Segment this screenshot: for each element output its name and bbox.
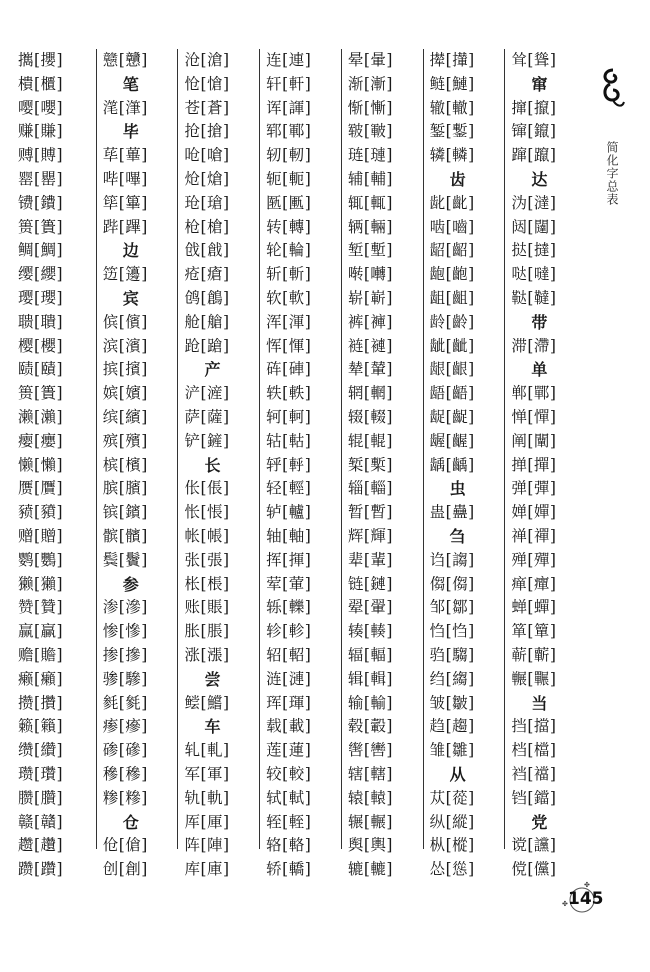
character-entry: 戗[戧] [184, 241, 230, 260]
character-entry: 轮[輪] [266, 241, 312, 260]
character-entry: 轩[軒] [266, 74, 312, 93]
column-6 [423, 49, 505, 879]
character-entry: 连[連] [266, 51, 312, 69]
character-entry: 龉[齬] [429, 384, 475, 403]
character-entry: 辖[轄] [347, 764, 393, 783]
character-entry: 篑[簣] [18, 217, 64, 236]
character-entry: 轲[軻] [266, 407, 312, 426]
character-entry: 赣[贛] [18, 812, 64, 831]
character-entry: 啭[囀] [347, 265, 393, 284]
character-entry: 铛[鐺] [511, 788, 557, 807]
character-entry: 掸[撣] [511, 455, 557, 474]
column-4 [259, 49, 341, 879]
character-entry: 跸[蹕] [102, 217, 148, 236]
character-entry: 厍[厙] [184, 812, 230, 831]
character-entry: 辑[輯] [347, 669, 393, 688]
character-entry: 嫔[嬪] [102, 384, 148, 403]
character-entry: 沧[滄] [184, 51, 230, 69]
character-entry: 涟[漣] [266, 669, 312, 688]
character-entry: 錾[鏨] [429, 122, 475, 141]
character-entry: 糁[糝] [102, 788, 148, 807]
character-entry: 赞[贊] [18, 598, 64, 617]
ornament-icon [598, 66, 628, 112]
character-entry: 惨[慘] [102, 622, 148, 641]
character-entry: 涨[漲] [184, 645, 230, 664]
radical-heading: 参 [122, 574, 140, 594]
character-entry: 挞[撻] [511, 241, 557, 260]
character-entry: 晕[暈] [347, 51, 393, 69]
character-entry: 膑[臏] [102, 479, 148, 498]
character-entry: 渗[滲] [102, 598, 148, 617]
radical-heading: 边 [122, 241, 140, 261]
character-entry: 辅[輔] [347, 169, 393, 188]
radical-heading: 笔 [122, 74, 140, 94]
character-entry: 毂[轂] [347, 717, 393, 736]
character-entry: 戆[戇] [102, 51, 148, 69]
character-entry: 髌[髕] [102, 526, 148, 545]
character-entry: 辈[輩] [347, 550, 393, 569]
radical-heading: 长 [204, 455, 221, 475]
character-entry: 赠[贈] [18, 526, 64, 545]
character-entry: 槟[檳] [102, 455, 148, 474]
character-entry: 辉[輝] [347, 526, 393, 545]
character-entry: 婵[嬋] [511, 503, 557, 522]
character-entry: 樱[櫻] [18, 336, 64, 355]
character-entry: 呛[嗆] [184, 146, 230, 165]
character-entry: 轿[轎] [266, 860, 312, 879]
character-entry: 璎[瓔] [18, 288, 64, 307]
character-entry: 辐[輻] [347, 645, 393, 664]
character-entry: 张[張] [184, 550, 230, 569]
svg-text:✤: ✤ [584, 881, 590, 889]
character-entry: 摈[擯] [102, 360, 148, 379]
character-entry: 抢[搶] [184, 122, 230, 141]
character-entry: 㤘[㤘] [429, 622, 475, 641]
character-entry: 鲢[鰱] [429, 74, 475, 93]
character-entry: 枞[樅] [429, 836, 475, 855]
character-entry: 怆[愴] [184, 74, 230, 93]
character-entry: 骖[驂] [102, 669, 148, 688]
character-entry: 诨[諢] [266, 98, 312, 117]
column-3 [177, 49, 259, 879]
character-entry: 濑[瀨] [18, 407, 64, 426]
character-table [14, 49, 586, 879]
radical-heading: 达 [531, 169, 548, 189]
character-entry: 哔[嗶] [102, 169, 148, 188]
character-entry: 邹[鄒] [429, 598, 475, 617]
character-entry: 鹦[鸚] [18, 550, 64, 569]
character-entry: 挥[揮] [266, 550, 312, 569]
radical-heading: 齿 [449, 169, 467, 189]
character-entry: 瘿[癭] [18, 431, 64, 450]
character-entry: 浐[滻] [184, 384, 230, 403]
character-entry: 疮[瘡] [184, 265, 230, 284]
character-entry: 胀[脹] [184, 622, 230, 641]
character-entry: 裢[褳] [347, 336, 393, 355]
character-entry: 闼[闥] [511, 217, 557, 236]
character-entry: 龃[齟] [429, 288, 475, 307]
character-entry: 轱[軲] [266, 431, 312, 450]
character-entry: 笾[籩] [102, 265, 148, 284]
character-entry: 蕲[蘄] [511, 645, 557, 664]
character-entry: 蛊[蠱] [429, 503, 475, 522]
radical-heading: 刍 [449, 526, 467, 546]
character-entry: 玱[瑲] [184, 193, 230, 212]
character-entry: 砗[硨] [266, 360, 312, 379]
character-entry: 癞[癩] [18, 669, 64, 688]
character-entry: 趱[趲] [18, 836, 64, 855]
character-entry: 辔[轡] [347, 741, 393, 760]
character-entry: 怅[悵] [184, 503, 230, 522]
character-entry: 裤[褲] [347, 312, 393, 331]
character-entry: 鲷[鯛] [18, 241, 64, 260]
character-entry: 赙[賻] [18, 146, 64, 165]
character-entry: 轻[輕] [266, 479, 312, 498]
character-entry: 辙[轍] [429, 98, 475, 117]
character-entry: 赝[贋] [18, 479, 64, 498]
character-entry: 龄[齡] [429, 312, 475, 331]
character-entry: 怂[慫] [429, 860, 475, 879]
character-entry: 赢[贏] [18, 622, 64, 641]
character-entry: 舆[輿] [347, 836, 393, 855]
radical-heading: 毕 [122, 122, 140, 142]
character-entry: 轶[軼] [266, 384, 312, 403]
character-entry: 龋[齲] [429, 455, 475, 474]
character-entry: 翚[翬] [347, 598, 393, 617]
character-entry: 龅[齙] [429, 265, 475, 284]
character-entry: 啮[嚙] [429, 217, 475, 236]
character-entry: 枪[槍] [184, 217, 230, 236]
character-entry: 链[鏈] [347, 574, 393, 593]
character-entry: 攒[攢] [18, 693, 64, 712]
character-entry: 鸧[鶬] [184, 288, 230, 307]
character-entry: 龆[齠] [429, 241, 475, 260]
character-entry: 莲[蓮] [266, 741, 312, 760]
character-entry: 惮[憚] [511, 407, 557, 426]
character-entry: 龈[齦] [429, 360, 475, 379]
character-entry: 龇[齜] [429, 336, 475, 355]
character-entry: 臜[臢] [18, 788, 64, 807]
character-entry: 獭[獺] [18, 574, 64, 593]
character-entry: 辇[輦] [347, 360, 393, 379]
character-entry: 轨[軌] [184, 788, 230, 807]
character-entry: 阵[陣] [184, 836, 230, 855]
character-entry: 荜[蓽] [102, 146, 148, 165]
character-entry: 伧[傖] [102, 836, 148, 855]
character-entry: 轫[軔] [266, 146, 312, 165]
character-entry: 库[庫] [184, 860, 230, 879]
character-entry: 冁[囅] [511, 669, 557, 688]
character-entry: 赚[賺] [18, 122, 64, 141]
character-entry: 恽[惲] [266, 336, 312, 355]
character-entry: 暂[暫] [347, 503, 393, 522]
column-1 [14, 49, 96, 879]
character-entry: 缵[纘] [18, 741, 64, 760]
radical-heading: 尝 [204, 669, 221, 689]
character-entry: 弹[彈] [511, 479, 557, 498]
character-entry: 斩[斬] [266, 265, 312, 284]
character-entry: 辋[輞] [347, 384, 393, 403]
character-entry: 滨[濱] [102, 336, 148, 355]
character-entry: 耸[聳] [511, 51, 557, 69]
character-entry: 篑[簣] [18, 384, 64, 403]
character-entry: 辘[轆] [347, 860, 393, 879]
character-entry: 毵[毿] [102, 693, 148, 712]
character-entry: 聩[聵] [18, 312, 64, 331]
character-entry: 罂[罌] [18, 169, 64, 188]
character-entry: 萨[薩] [184, 407, 230, 426]
character-entry: 诌[謅] [429, 550, 475, 569]
character-entry: 箪[簞] [511, 622, 557, 641]
character-entry: 缨[纓] [18, 265, 64, 284]
character-entry: 轾[輊] [266, 812, 312, 831]
character-entry: 轧[軋] [184, 741, 230, 760]
character-entry: 创[創] [102, 860, 148, 879]
character-entry: 辏[輳] [347, 622, 393, 641]
character-entry: 郓[鄆] [266, 122, 312, 141]
side-title: 简化字总表 [605, 141, 619, 206]
character-entry: 荤[葷] [266, 574, 312, 593]
radical-heading: 单 [531, 360, 548, 380]
character-entry: 纵[縱] [429, 812, 475, 831]
character-entry: 傥[儻] [511, 860, 557, 879]
character-entry: 辄[輒] [347, 193, 393, 212]
svg-text:✤: ✤ [562, 900, 568, 908]
character-entry: 辆[輛] [347, 217, 393, 236]
character-entry: 轹[轢] [266, 598, 312, 617]
character-entry: 裆[襠] [511, 764, 557, 783]
character-entry: 禅[禪] [511, 526, 557, 545]
character-entry: 军[軍] [184, 764, 230, 783]
character-entry: 软[軟] [266, 288, 312, 307]
character-entry: 辊[輥] [347, 431, 393, 450]
character-entry: 辎[輜] [347, 479, 393, 498]
character-entry: 浑[渾] [266, 312, 312, 331]
character-entry: 瘅[癉] [511, 574, 557, 593]
character-entry: 苍[蒼] [184, 98, 230, 117]
character-entry: 郸[鄲] [511, 384, 557, 403]
character-entry: 轳[轤] [266, 503, 312, 522]
character-entry: 掺[摻] [102, 645, 148, 664]
character-entry: 雏[雛] [429, 741, 475, 760]
character-entry: 滞[滯] [511, 336, 557, 355]
character-entry: 趋[趨] [429, 717, 475, 736]
radical-heading: 从 [449, 764, 467, 784]
character-entry: 挡[擋] [511, 717, 557, 736]
column-7 [504, 49, 586, 879]
character-entry: 苁[蓯] [429, 788, 475, 807]
character-entry: 轼[軾] [266, 788, 312, 807]
character-entry: 跄[蹌] [184, 336, 230, 355]
character-entry: 舱[艙] [184, 312, 230, 331]
character-entry: 懒[懶] [18, 455, 64, 474]
character-entry: 瘆[瘮] [102, 717, 148, 736]
character-entry: 龌[齷] [429, 431, 475, 450]
character-entry: 瓒[瓚] [18, 764, 64, 783]
radical-heading: 带 [531, 312, 548, 332]
character-entry: 躜[躦] [18, 860, 64, 879]
radical-heading: 仓 [122, 812, 140, 832]
character-entry: 赜[賾] [18, 360, 64, 379]
character-entry: 帐[帳] [184, 526, 230, 545]
character-entry: 档[檔] [511, 741, 557, 760]
character-entry: 轴[軸] [266, 526, 312, 545]
character-entry: 载[載] [266, 717, 312, 736]
character-entry: 傧[儐] [102, 312, 148, 331]
character-entry: 撵[攆] [429, 51, 475, 69]
character-entry: 绉[縐] [429, 669, 475, 688]
character-entry: 殚[殫] [511, 550, 557, 569]
radical-heading: 车 [204, 717, 221, 737]
character-entry: 崭[嶄] [347, 288, 393, 307]
character-entry: 辕[轅] [347, 788, 393, 807]
character-entry: 辂[輅] [266, 836, 312, 855]
radical-heading: 当 [531, 693, 548, 713]
character-entry: 鲿[鱨] [184, 693, 230, 712]
character-entry: 转[轉] [266, 217, 312, 236]
character-entry: 豮[豶] [18, 503, 64, 522]
radical-heading: 虫 [449, 479, 467, 499]
character-entry: 皱[皺] [429, 693, 475, 712]
character-entry: 轷[軤] [266, 455, 312, 474]
character-entry: 珲[琿] [266, 693, 312, 712]
character-entry: 匦[匭] [266, 193, 312, 212]
character-entry: 嘤[嚶] [18, 98, 64, 117]
character-entry: 谠[讜] [511, 836, 557, 855]
character-entry: 枨[棖] [184, 574, 230, 593]
character-entry: 穇[穇] [102, 764, 148, 783]
character-entry: 渐[漸] [347, 74, 393, 93]
character-entry: 账[賬] [184, 598, 230, 617]
character-entry: 皲[皸] [347, 122, 393, 141]
character-entry: 赡[贍] [18, 645, 64, 664]
character-entry: 缤[繽] [102, 407, 148, 426]
character-entry: 铲[鏟] [184, 431, 230, 450]
character-entry: 镔[鑌] [102, 503, 148, 522]
character-entry: 轸[軫] [266, 622, 312, 641]
character-entry: 阐[闡] [511, 431, 557, 450]
character-entry: 㑳[㑳] [429, 574, 475, 593]
radical-heading: 产 [204, 360, 221, 380]
character-entry: 镩[鑹] [511, 122, 557, 141]
character-entry: 碜[磣] [102, 741, 148, 760]
character-entry: 堑[塹] [347, 241, 393, 260]
radical-heading: 窜 [531, 74, 548, 94]
character-entry: 龀[齔] [429, 193, 475, 212]
character-entry: 辍[輟] [347, 407, 393, 426]
character-entry: 辗[輾] [347, 812, 393, 831]
column-5 [341, 49, 423, 879]
radical-heading: 党 [531, 812, 548, 832]
character-entry: 蹿[躥] [511, 146, 557, 165]
character-entry: 鬓[鬢] [102, 550, 148, 569]
character-entry: 轭[軛] [266, 169, 312, 188]
column-2 [96, 49, 178, 879]
character-entry: 龊[齪] [429, 407, 475, 426]
character-entry: 蝉[蟬] [511, 598, 557, 617]
character-entry: 辚[轔] [429, 146, 475, 165]
character-entry: 惭[慚] [347, 98, 393, 117]
character-entry: 炝[熗] [184, 169, 230, 188]
character-entry: 滗[潷] [102, 98, 148, 117]
character-entry: 镄[鐨] [18, 193, 64, 212]
character-entry: 殡[殯] [102, 431, 148, 450]
character-entry: 哒[噠] [511, 265, 557, 284]
character-entry: 伥[倀] [184, 479, 230, 498]
character-entry: 驺[騶] [429, 645, 475, 664]
radical-heading: 宾 [122, 288, 140, 308]
character-entry: 筚[篳] [102, 193, 148, 212]
character-entry: 沩[澾] [511, 193, 557, 212]
page-number: 145 [568, 889, 604, 909]
character-entry: 𢹂[攖] [18, 51, 64, 69]
character-entry: 鞑[韃] [511, 288, 557, 307]
character-entry: 轺[軺] [266, 645, 312, 664]
character-entry: 撺[攛] [511, 98, 557, 117]
character-entry: 较[較] [266, 764, 312, 783]
character-entry: 输[輸] [347, 693, 393, 712]
character-entry: 椠[槧] [347, 455, 393, 474]
character-entry: 籁[籟] [18, 717, 64, 736]
character-entry: 琏[璉] [347, 146, 393, 165]
character-entry: 樻[櫃] [18, 74, 64, 93]
